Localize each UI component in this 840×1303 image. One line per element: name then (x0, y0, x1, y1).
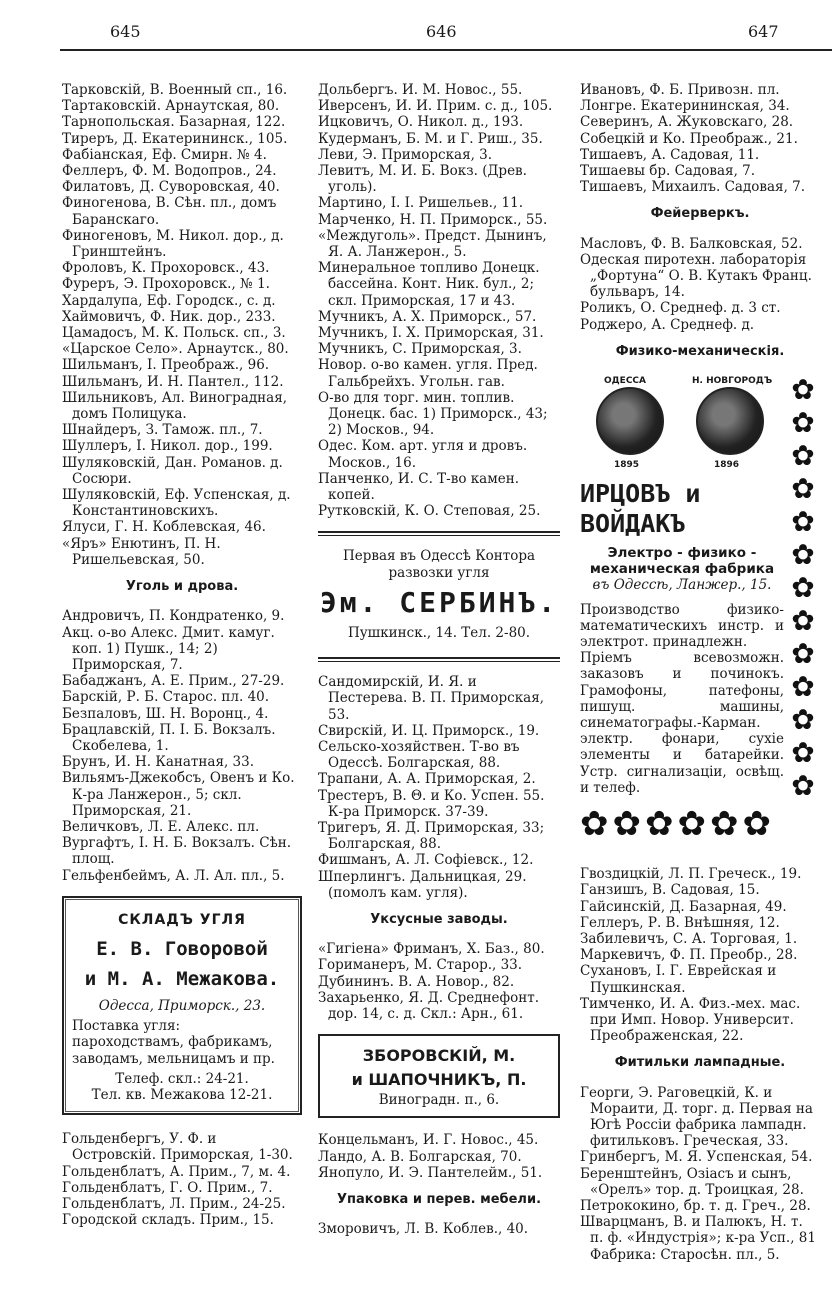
flower-ornament-icon: ✿ (791, 472, 815, 506)
list-item: Городской складъ. Прим., 15. (62, 1212, 274, 1229)
entry-list (580, 866, 820, 1044)
list-item: Величковъ, Л. Е. Алекс. пл. (62, 818, 260, 835)
list-item: Геллеръ, Р. В. Внѣшняя, 12. (580, 914, 780, 931)
list-item: Барскій, Р. Б. Старос. пл. 40. (62, 689, 270, 706)
list-item: Хаймовичъ, Ф. Ник. дор., 233. (62, 308, 276, 325)
list-item: Трапани, А. А. Приморская, 2. (318, 771, 536, 788)
flower-ornament-icon: ✿ (580, 804, 609, 845)
list-item: Сандомирскій, И. Я. и Пестерева. В. П. Приморская, 53. (318, 674, 545, 723)
list-item: Ицковичъ, О. Никол. д., 193. (318, 114, 524, 131)
list-item: Мучникъ, А. Х. Приморск., 57. (318, 308, 537, 325)
section-heading-packing: Упаковка и перев. мебели. (336, 1191, 542, 1207)
entry-list (318, 82, 560, 519)
list-item: Леви, Э. Приморская, 3. (318, 146, 493, 163)
list-item: Вильямъ-Джекобсъ, Овенъ и Ко. К-ра Ланжерон., 5; скл. Приморская, 21. (62, 770, 295, 819)
list-item: Собецкій и Ко. Преображ., 21. (580, 130, 798, 147)
list-item: Роджеро, А. Среднеф. д. (580, 316, 755, 333)
section-heading-wicks: Фитильки лампадные. (614, 1055, 786, 1071)
list-item: Фроловъ, К. Прохоровск., 43. (62, 260, 270, 277)
list-item: О-во для торг. мин. топлив. Донецк. бас. 1) Приморск., 43; 2) Москов., 94. (318, 389, 548, 439)
list-item: Ивановъ, Ф. Б. Привозн. пл. (580, 82, 780, 98)
list-item: Брацлавскій, П. І. Б. Вокзалъ. Скобелева, 1. (62, 721, 276, 754)
list-item: Фишманъ, А. Л. Софіевск., 12. (318, 852, 534, 869)
entry-list (318, 1221, 560, 1237)
list-item: Гольденблатъ, А. Прим., 7, м. 4. (62, 1163, 291, 1180)
medal-icon (696, 387, 764, 455)
list-item: Гольденблатъ, Л. Прим., 24-25. (62, 1195, 286, 1212)
ad-box-coal-warehouse (62, 896, 302, 1115)
ad-phone: Тел. кв. Межакова 12-21. (91, 1086, 273, 1103)
list-item: Акц. о-во Алекс. Дмит. камуг. коп. 1) Пушк., 14; 2) Приморская, 7. (62, 624, 275, 673)
column-right (580, 82, 820, 1263)
flower-ornament-icon: ✿ (791, 538, 815, 572)
list-item: Сельско-хозяйствен. Т-во въ Одессѣ. Болгарская, 88. (318, 738, 520, 772)
flower-border (786, 373, 820, 802)
section-heading-vinegar: Уксусные заводы. (370, 911, 508, 927)
list-item: Свирскій, И. Ц. Приморск., 19. (318, 722, 540, 739)
list-item: Хардалупа, Еф. Городск., с. д. (62, 292, 276, 309)
list-item: Минеральное топливо Донецк. бассейна. Конт. Ник. бул., 2; скл. Приморская, 17 и 43. (318, 260, 540, 309)
list-item: Шильманъ, И. Н. Пантел., 112. (62, 373, 284, 390)
flower-ornament-icon: ✿ (677, 804, 706, 845)
list-item: Лонгре. Екатерининская, 34. (580, 98, 790, 115)
list-item: Тимченко, И. А. Физ.-мех. мас. при Имп. Новор. Университ. Преображенская, 22. (580, 995, 801, 1045)
list-item: Филатовъ, Д. Суворовская, 40. (62, 179, 280, 196)
flower-ornament-icon: ✿ (645, 804, 674, 845)
flower-ornament-icon: ✿ (791, 637, 815, 671)
top-rule (60, 49, 832, 51)
separator (318, 657, 560, 662)
list-item: Ялуси, Г. Н. Коблевская, 46. (62, 519, 266, 536)
list-item: Новор. о-во камен. угля. Пред. Гальбрейхъ. Угольн. гав. (318, 357, 538, 390)
list-item: Концельманъ, И. Г. Новос., 45. (318, 1132, 539, 1149)
ad-name: Эм. СЕРБИНЪ. (319, 585, 559, 619)
ad-subtitle: Электро - физико - механическая фабрика (589, 545, 775, 578)
list-item: Безпаловъ, Ш. Н. Воронц., 4. (62, 705, 269, 722)
flower-ornament-icon: ✿ (791, 571, 815, 605)
medal-year: 1896 (714, 460, 740, 471)
list-item: Шварцманъ, В. и Палюкъ, Н. т. п. ф. «Индустрія»; к-ра Усп., 81 Фабрика: Старосѣн. пл., 5. (580, 1214, 816, 1263)
flower-ornament-icon: ✿ (710, 804, 739, 845)
list-item: Вургафтъ, І. Н. Б. Вокзалъ. Сѣн. площ. (62, 835, 292, 868)
list-item: Ганзишъ, В. Садовая, 15. (580, 882, 760, 899)
list-item: Ландо, А. В. Болгарская, 70. (318, 1148, 522, 1165)
section-heading-fireworks: Фейерверкъ. (650, 206, 750, 222)
flower-ornament-icon: ✿ (791, 769, 815, 803)
ad-name: ЗБОРОВСКІЙ, М. (362, 1046, 516, 1066)
list-item: «Царское Село». Арнаутск., 80. (62, 341, 289, 358)
entry-list (580, 236, 820, 333)
medal-city: Н. НОВГОРОДЪ (692, 376, 773, 387)
flower-ornament-icon: ✿ (742, 804, 771, 845)
list-item: Кудерманъ, Б. М. и Г. Риш., 35. (318, 130, 543, 147)
section-heading-coal: Уголь и дрова. (125, 579, 239, 595)
flower-ornament-icon: ✿ (791, 439, 815, 473)
ad-serbin (318, 548, 560, 641)
list-item: Сухановъ, І. Г. Еврейская и Пушкинская. (580, 963, 777, 996)
entry-list (62, 1131, 302, 1228)
list-item: Тартаковскій. Арнаутская, 80. (62, 98, 280, 115)
list-item: Мучникъ, І. Х. Приморская, 31. (318, 325, 544, 342)
medals (580, 373, 784, 473)
column-left (62, 82, 302, 1228)
list-item: Гельфенбеймъ, А. Л. Ал. пл., 5. (62, 867, 285, 884)
list-item: Георги, Э. Раговецкій, К. и Мораити, Д. торг. д. Первая на Югѣ Россіи фабрика лампадн. фитильковъ. Греческая, 33. (580, 1084, 813, 1150)
list-item: Тишаевъ, А. Садовая, 11. (580, 146, 760, 163)
ad-name: и М. А. Межакова. (84, 967, 280, 990)
ad-box-zborovsky (318, 1034, 560, 1118)
list-item: Тарнопольская. Базарная, 122. (62, 114, 286, 131)
ad-name: ИРЦОВЪ и ВОЙДАКЪ (580, 479, 701, 539)
list-item: Тиреръ, Д. Екатерининск., 105. (62, 130, 288, 147)
list-item: Рутковскій, К. О. Степовая, 25. (318, 503, 541, 520)
ad-address: Виноградн. п., 6. (378, 1092, 500, 1109)
ad-text: Производство физико-математическихъ инстр. и электрот. принадлежн. (580, 601, 784, 651)
page-number-left: 645 (110, 22, 141, 41)
entry-list (62, 608, 302, 883)
flower-ornament-icon: ✿ (791, 604, 815, 638)
entry-list (580, 82, 820, 195)
ad-address: въ Одессѣ, Ланжер., 15. (592, 577, 772, 594)
list-item: Одес. Ком. арт. угля и дровъ. Москов., 16. (318, 438, 528, 471)
list-item: Шильманъ, І. Преображ., 96. (62, 357, 270, 374)
list-item: «Яръ» Енютинъ, П. Н. Ришельевская, 50. (62, 535, 221, 568)
list-item: Дольбергъ. И. М. Новос., 55. (318, 82, 523, 98)
medal-city: ОДЕССА (604, 376, 646, 387)
list-item: Захарьенко, Я. Д. Среднефонт. дор. 14, с. д. Скл.: Арн., 61. (318, 989, 540, 1022)
medal-year: 1895 (614, 460, 640, 471)
list-item: Феллеръ, Ф. М. Водопров., 24. (62, 163, 277, 180)
flower-ornament-icon: ✿ (791, 703, 815, 737)
flower-border-bottom (580, 804, 820, 844)
list-item: Шнайдеръ, З. Тамож. пл., 7. (62, 422, 263, 439)
list-item: Одеская пиротехн. лабораторія „Фортуна“ О. В. Кутакъ Франц. бульваръ, 14. (580, 251, 812, 301)
flower-ornament-icon: ✿ (791, 505, 815, 539)
ad-line: развозки угля (388, 564, 490, 581)
list-item: Забилевичъ, С. А. Торговая, 1. (580, 930, 798, 947)
list-item: Гольденблатъ, Г. О. Прим., 7. (62, 1179, 273, 1196)
flower-ornament-icon: ✿ (791, 406, 815, 440)
list-item: Мучникъ, С. Приморская, 3. (318, 341, 522, 358)
list-item: Тригеръ, Я. Д. Приморская, 33; Болгарская, 88. (318, 819, 545, 853)
list-item: Финогеновъ, М. Никол. дор., д. Гринштейнъ. (62, 227, 284, 261)
list-item: Шильниковъ, Ал. Виноградная, домъ Полицука. (62, 389, 288, 423)
list-item: Панченко, И. С. Т-во камен. копей. (318, 470, 519, 504)
list-item: Гориманеръ, М. Старор., 33. (318, 957, 523, 974)
list-item: Бабаджанъ, А. Е. Прим., 27-29. (62, 673, 285, 690)
list-item: Дубининъ. В. А. Новор., 82. (318, 973, 515, 990)
list-item: Тарковскій, В. Военный сп., 16. (62, 82, 288, 98)
page-number-center: 646 (426, 22, 457, 41)
flower-ornament-icon: ✿ (612, 804, 641, 845)
entry-list (62, 82, 302, 568)
list-item: Брунъ, И. Н. Канатная, 33. (62, 754, 255, 771)
list-item: Фабіанская, Еф. Смирн. № 4. (62, 146, 267, 163)
list-item: Мартино, І. І. Ришельев., 11. (318, 195, 523, 212)
ad-irtsov-voidak (580, 373, 820, 844)
entry-list (580, 1085, 820, 1263)
list-item: Марченко, Н. П. Приморск., 55. (318, 211, 548, 228)
list-item: Цамадосъ, М. К. Польск. сп., 3. (62, 325, 286, 342)
list-item: Иверсенъ, И. И. Прим. с. д., 105. (318, 98, 553, 115)
list-item: Шперлингъ. Дальницкая, 29. (помолъ кам. угля). (318, 868, 527, 901)
ad-line: Первая въ Одессѣ Контора (342, 548, 536, 565)
list-item: Андровичъ, П. Кондратенко, 9. (62, 608, 285, 625)
list-item: «Междуголь». Предст. Дынинъ, Я. А. Ланжерон., 5. (318, 227, 547, 261)
list-item: Шуляковскій, Еф. Успенская, д. Константиновскихъ. (62, 487, 291, 520)
list-item: Трестеръ, В. Θ. и Ко. Успен. 55. К-ра Приморск. 37-39. (318, 787, 545, 820)
list-item: Фуреръ, Э. Прохоровск., № 1. (62, 276, 270, 293)
ad-address: Пушкинск., 14. Тел. 2-80. (347, 624, 531, 641)
list-item: Финогенова, В. Сѣн. пл., домъ Баранскаго. (62, 195, 277, 228)
list-item: Гайсинскій, Д. Базарная, 49. (580, 898, 787, 915)
list-item: «Гигіена» Фриманъ, Х. Баз., 80. (318, 941, 545, 958)
page-numbers (0, 22, 840, 48)
list-item: Гринбергъ, М. Я. Успенская, 54. (580, 1149, 813, 1166)
page-number-right: 647 (748, 22, 779, 41)
list-item: Масловъ, Ф. В. Балковская, 52. (580, 235, 803, 252)
list-item: Зморовичъ, Л. В. Коблев., 40. (318, 1221, 529, 1238)
list-item: Левитъ, М. И. Б. Вокз. (Древ. уголь). (318, 163, 527, 196)
list-item: Шуллеръ, І. Никол. дор., 199. (62, 438, 273, 455)
list-item: Маркевичъ, Ф. П. Преобр., 28. (580, 947, 798, 964)
flower-ornament-icon: ✿ (791, 670, 815, 704)
list-item: Роликъ, О. Среднеф. д. 3 ст. (580, 300, 781, 317)
ad-body: Поставка угля: пароходствамъ, фабрикамъ, заводамъ, мельницамъ и пр. (72, 1018, 275, 1067)
ad-address: Одесса, Приморск., 23. (98, 997, 266, 1014)
entry-list (318, 1132, 560, 1181)
list-item: Янопуло, И. Э. Пантелейм., 51. (318, 1164, 543, 1181)
list-item: Беренштейнъ, Озіасъ и сынъ, «Орелъ» тор. д. Троицкая, 28. (580, 1165, 804, 1198)
flower-ornament-icon: ✿ (791, 736, 815, 770)
list-item: Тишаевъ, Михаилъ. Садовая, 7. (580, 179, 806, 196)
list-item: Шуляковскій, Дан. Романов. д. Сосюри. (62, 454, 283, 487)
flower-ornament-icon: ✿ (791, 373, 815, 407)
ad-name: Е. В. Говоровой (96, 937, 268, 960)
column-center (318, 82, 560, 1237)
section-heading-physmech: Физико-механическія. (615, 343, 785, 359)
list-item: Гольденбергъ, У. Ф. и Островскій. Приморская, 1-30. (62, 1131, 293, 1164)
list-item: Тишаевы бр. Садовая, 7. (580, 163, 756, 180)
ad-title: СКЛАДЪ УГЛЯ (118, 911, 246, 928)
list-item: Северинъ, А. Жуковскаго, 28. (580, 114, 794, 131)
ad-body (580, 373, 820, 796)
ad-name: и ШАПОЧНИКЪ, П. (351, 1070, 527, 1090)
list-item: Петрококино, бр. т. д. Греч., 28. (580, 1197, 811, 1214)
medal-icon (596, 387, 664, 455)
separator (318, 531, 560, 536)
ad-phone: Телеф. скл.: 24-21. (115, 1070, 249, 1087)
entry-list (318, 674, 560, 901)
entry-list (318, 941, 560, 1022)
ad-text: Пріемъ всевозможн. заказовъ и починокъ. Грамофоны, патефоны, пишущ. машины, синематографы.-Карман. электр. фонари, сухіе элементы и батарейки. Устр. сигнализаціи, освѣщ. и телеф. (580, 650, 784, 796)
list-item: Гвоздицкій, Л. П. Греческ., 19. (580, 866, 802, 883)
